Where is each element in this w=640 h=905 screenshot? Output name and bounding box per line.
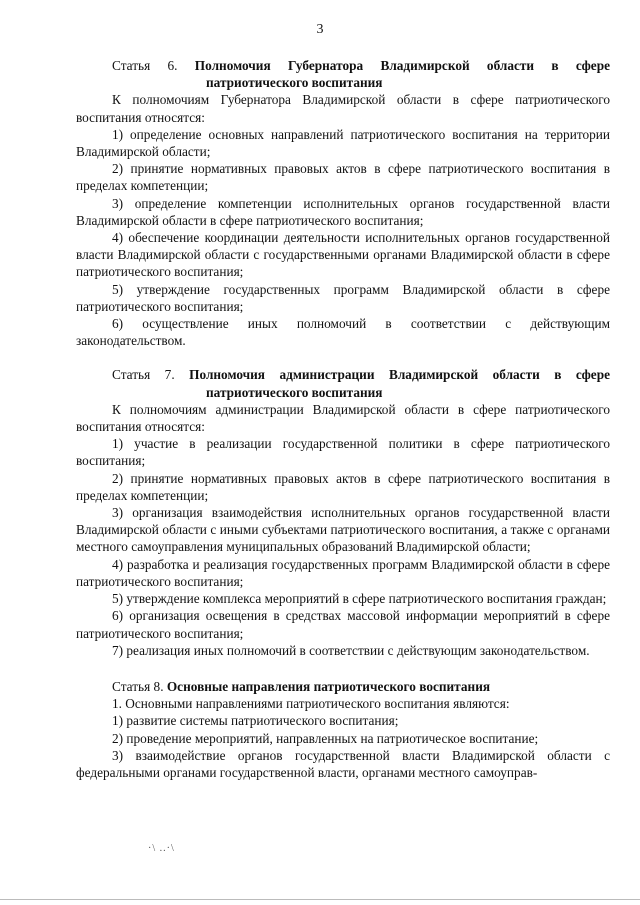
article-7-item: 1) участие в реализации государственной политики в сфере патриотического воспитания; [76,436,610,469]
article-7-heading [76,366,610,400]
article-8-item: 3) взаимодействие органов государственной власти Владимирской области с федеральными органами государственной власти, органами местного самоуправ- [76,747,610,780]
article-6-item: 3) определение компетенции исполнительных органов государственной власти Владимирской области в сфере патриотического воспитания; [76,195,610,228]
article-7-item: 3) организация взаимодействия исполнительных органов государственной власти Владимирской области с иными субъектами патриотического воспитания, а также с органами местного самоуправления муниципальных образований Владимирской области; [76,505,610,555]
article-6-prefix: Статья 6. [112,58,178,73]
article-7-item: 6) организация освещения в средствах массовой информации мероприятий в сфере патриотического воспитания; [76,608,610,641]
article-6-item: 2) принятие нормативных правовых актов в сфере патриотического воспитания в пределах компетенции; [76,161,610,194]
article-6-item: 1) определение основных направлений патриотического воспитания на территории Владимирской области; [76,126,610,160]
article-7-item: 4) разработка и реализация государственных программ Владимирской области в сфере патриотического воспитания; [76,556,610,589]
scan-edge-line [0,899,640,900]
article-8-prefix: Статья 8. [112,678,164,694]
article-8-item: 1) развитие системы патриотического воспитания; [112,713,399,729]
article-7-item: 2) принятие нормативных правовых актов в сфере патриотического воспитания в пределах компетенции; [76,470,610,503]
article-8-intro: 1. Основными направлениями патриотического воспитания являются: [112,696,510,712]
article-7-title: Полномочия администрации Владимирской области в сфере патриотического воспитания [189,367,611,400]
article-7-item: 5) утверждение комплекса мероприятий в сфере патриотического воспитания граждан; [112,591,607,607]
article-6-intro: К полномочиям Губернатора Владимирской области в сфере патриотического воспитания относятся: [76,92,610,125]
article-8-heading [76,678,610,695]
article-6-heading [76,57,610,91]
scan-mark: ·\ ..·\ [148,843,175,854]
article-6-title: Полномочия Губернатора Владимирской области в сфере патриотического воспитания [194,58,610,91]
article-8-title: Основные направления патриотического воспитания [166,678,491,694]
article-7-item: 7) реализация иных полномочий в соответствии с действующим законодательством. [112,642,590,658]
article-7-intro: К полномочиям администрации Владимирской области в сфере патриотического воспитания относятся: [76,401,610,435]
article-6-item: 5) утверждение государственных программ Владимирской области в сфере патриотического воспитания; [76,281,610,314]
article-6-item: 6) осуществление иных полномочий в соответствии с действующим законодательством. [76,316,610,349]
document-body [76,57,610,781]
article-6-item: 4) обеспечение координации деятельности исполнительных органов государственной власти Владимирской области с государственными органами Владимирской области в сфере патриотического воспитания; [76,230,610,280]
page-number: 3 [316,22,324,37]
article-7-prefix: Статья 7. [112,367,175,383]
article-8-item: 2) проведение мероприятий, направленных на патриотическое воспитание; [112,730,539,746]
